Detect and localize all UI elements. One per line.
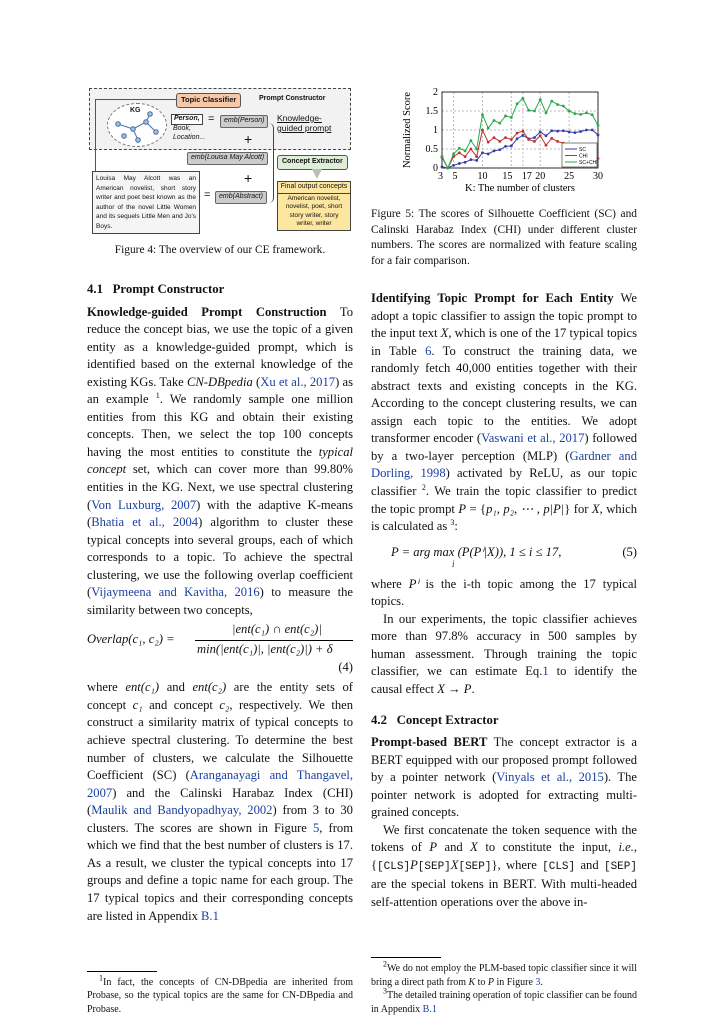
emphasis: typical concept bbox=[87, 444, 353, 477]
final-output-box bbox=[277, 181, 351, 231]
paragraph bbox=[371, 576, 637, 611]
footnote-1 bbox=[87, 973, 353, 1016]
text-run: We first concatenate the token sequence with the tokens of bbox=[371, 822, 637, 855]
data-point bbox=[516, 137, 519, 140]
citation-link[interactable]: Von Luxburg, 2007 bbox=[91, 497, 197, 512]
data-point bbox=[516, 102, 519, 105]
data-point bbox=[493, 150, 496, 153]
data-point bbox=[521, 130, 524, 133]
data-point bbox=[545, 144, 548, 147]
data-point bbox=[562, 129, 565, 132]
data-point bbox=[579, 130, 582, 133]
text-run: where bbox=[87, 680, 126, 695]
data-point bbox=[539, 98, 542, 101]
x-tick-label: 25 bbox=[564, 171, 575, 182]
data-point bbox=[441, 155, 444, 158]
footnote-marker: 1 bbox=[99, 973, 103, 983]
eq4-denominator: min(|ent(c₁)|, |ent(c₂)|) + δ bbox=[197, 642, 333, 657]
kg-graph bbox=[107, 103, 167, 147]
legend-label: SC bbox=[579, 147, 586, 153]
text-run: to constitute the input, bbox=[477, 840, 619, 855]
text-run: , from which we find that the best number of clusters is 17. As a result, we cluster the typical concepts into 17 groups and define a topic name for each group. The 17 typical topics and their corresponding concepts are listed in Appendix bbox=[87, 820, 353, 923]
data-point bbox=[533, 140, 536, 143]
right-footnotes bbox=[371, 949, 637, 1016]
equals-sign: = bbox=[204, 189, 211, 201]
citation-link[interactable]: Vinyals et al., 2015 bbox=[496, 770, 604, 785]
data-point bbox=[452, 164, 455, 167]
eq4-number: (4) bbox=[338, 660, 353, 675]
citation-link[interactable]: Maulik and Bandyopadhyay, 2002 bbox=[91, 803, 273, 818]
math: X bbox=[450, 857, 459, 872]
text-run: where bbox=[371, 576, 409, 591]
x-axis-label: K: The number of clusters bbox=[464, 183, 576, 194]
legend-label: CHI bbox=[579, 153, 588, 160]
data-point bbox=[464, 161, 467, 164]
kg-label: KG bbox=[130, 107, 141, 114]
data-point bbox=[469, 148, 472, 151]
data-point bbox=[458, 151, 461, 154]
math: K bbox=[468, 976, 476, 988]
data-point bbox=[545, 134, 548, 137]
footnote-2 bbox=[371, 962, 637, 989]
eq5-body: P = arg max (P(Pⁱ|X)), 1 ≤ i ≤ 17, bbox=[391, 544, 562, 559]
text-run: , which is calculated as bbox=[371, 501, 637, 534]
footnote-3 bbox=[371, 986, 637, 1016]
citation-link[interactable]: Vijaymeena and Kavitha, 2016 bbox=[91, 585, 260, 600]
y-tick-label: 0.5 bbox=[425, 144, 438, 155]
footnote-rule bbox=[87, 971, 157, 972]
data-point bbox=[510, 138, 513, 141]
right-column bbox=[371, 290, 637, 1016]
data-point bbox=[475, 155, 478, 158]
paragraph bbox=[371, 822, 637, 912]
data-point bbox=[550, 100, 553, 103]
math: X bbox=[591, 501, 600, 516]
data-point bbox=[591, 113, 594, 116]
text-run: and bbox=[575, 857, 604, 872]
data-point bbox=[475, 148, 478, 151]
text-run: ( bbox=[252, 374, 261, 389]
equation-5 bbox=[371, 536, 637, 576]
text-run: and bbox=[437, 840, 471, 855]
text-run: , { bbox=[371, 840, 637, 872]
special-token: [SEP] bbox=[458, 860, 492, 873]
left-footnotes bbox=[87, 963, 353, 1016]
y-tick-label: 2 bbox=[433, 87, 438, 98]
data-point bbox=[556, 130, 559, 133]
eq4-numerator: |ent(c₁) ∩ ent(c₂)| bbox=[232, 622, 322, 637]
data-point bbox=[527, 109, 530, 112]
text-run: } for bbox=[564, 501, 592, 516]
topic-others: Book, Location... bbox=[173, 125, 206, 141]
citation-link[interactable]: Vaswani et al., 2017 bbox=[481, 431, 585, 446]
text-run: : bbox=[454, 519, 458, 534]
eq5-subscript: i bbox=[452, 558, 455, 569]
data-point bbox=[556, 140, 559, 143]
data-point bbox=[539, 131, 542, 134]
data-point bbox=[498, 140, 501, 143]
emphasis: i.e. bbox=[618, 840, 634, 855]
final-output-concepts: American novelist, novelist, poet, short story writer, story writer, writer bbox=[285, 194, 343, 227]
equation-4 bbox=[87, 619, 353, 677]
data-point bbox=[521, 134, 524, 137]
run-in-heading: Knowledge-guided Prompt Construction bbox=[87, 304, 327, 319]
data-point bbox=[458, 162, 461, 165]
text-run: ) algorithm to cluster these typical concepts into several groups, each of which corresponds to a topic. To achieve the spectral clustering, we use the following overlap coefficient ( bbox=[87, 515, 353, 600]
abstract-text-box: Louisa May Alcott was an American novelist, short story writer and poet best known as the author of the novel Little Women and its sequels Little Men and Jo's Boys. bbox=[92, 171, 200, 234]
math: ent(c₂) bbox=[192, 680, 227, 695]
left-column bbox=[87, 281, 353, 1016]
text-run: In our experiments, the topic classifier achieves more than 97.8% accuracy in 500 samples by human assessment. Through training the topic classifier, we can estimate Eq. bbox=[371, 611, 637, 679]
data-point bbox=[498, 148, 501, 151]
math: X → P bbox=[437, 681, 472, 696]
x-tick-label: 17 bbox=[521, 171, 532, 182]
text-run: set, which can cover more than 99.80% entities in the KG. Next, we use spectral clustering ( bbox=[87, 462, 353, 512]
math: Pⁱ bbox=[408, 576, 419, 591]
text-run: ) from 3 to 30 clusters. The scores are shown in Figure bbox=[87, 803, 353, 835]
footnote-marker: 2 bbox=[383, 960, 387, 970]
emphasis: CN-DBpedia bbox=[186, 374, 253, 389]
section-heading-4-2: 4.2 Concept Extractor bbox=[371, 713, 499, 728]
paragraph bbox=[371, 734, 637, 822]
y-tick-label: 1.5 bbox=[425, 106, 438, 117]
special-token: [SEP] bbox=[603, 860, 637, 873]
text-run: in Figure bbox=[494, 976, 536, 988]
text-run: ). The pointer network is adopted for extracting multi-grained concepts. bbox=[371, 770, 637, 820]
math: X bbox=[470, 840, 478, 855]
x-tick-label: 3 bbox=[438, 171, 443, 182]
data-point bbox=[550, 129, 553, 132]
eq5-number: (5) bbox=[622, 544, 637, 559]
citation-link[interactable]: 6 bbox=[425, 343, 432, 358]
x-tick-label: 15 bbox=[502, 171, 513, 182]
data-point bbox=[568, 131, 571, 134]
knowledge-guided-prompt-label: Knowledge-guided prompt bbox=[277, 113, 332, 133]
plus-sign: + bbox=[244, 131, 253, 147]
text-run: The concept extractor is a BERT equipped with our proposed prompt followed by a pointer network ( bbox=[371, 735, 637, 785]
data-point bbox=[585, 129, 588, 132]
text-run: ) as an example bbox=[87, 374, 354, 407]
citation-link[interactable]: B.1 bbox=[422, 1003, 437, 1015]
special-token: [CLS] bbox=[542, 860, 576, 873]
math: X bbox=[440, 326, 449, 341]
data-point bbox=[510, 145, 513, 148]
data-point bbox=[562, 105, 565, 108]
footnote-rule bbox=[371, 957, 441, 958]
final-output-title: Final output concepts bbox=[278, 182, 350, 194]
data-point bbox=[464, 155, 467, 158]
text-run: We do not employ the PLM-based topic classifier since it will bring a direct path from bbox=[371, 963, 637, 988]
data-point bbox=[521, 97, 524, 100]
data-point bbox=[597, 124, 600, 127]
emb-entity-box: emb(Louisa May Alcott) bbox=[187, 152, 268, 165]
text-run: are the special tokens in BERT. With multi-headed self-attention operations over the above in- bbox=[371, 877, 637, 909]
data-point bbox=[441, 165, 444, 168]
data-point bbox=[585, 112, 588, 115]
text-run: , which is one of the 17 typical topics in Table bbox=[371, 326, 637, 358]
data-point bbox=[487, 127, 490, 130]
math: ent(c₁) bbox=[125, 680, 160, 695]
text-run: . bbox=[471, 681, 475, 696]
text-run: ) and the Calinski Harabaz Index (CHI) ( bbox=[87, 785, 353, 818]
data-point bbox=[475, 159, 478, 162]
text-run: ) to measure the similarity between two concepts, bbox=[87, 585, 353, 617]
run-in-heading: Prompt-based BERT bbox=[371, 735, 488, 750]
legend-label: SC+CHI bbox=[579, 160, 598, 166]
math: c₁ bbox=[132, 697, 143, 712]
topic-classifier-box: Topic Classifier bbox=[176, 93, 241, 108]
data-point bbox=[481, 129, 484, 132]
equals-sign: = bbox=[208, 113, 215, 125]
citation-link[interactable]: 5 bbox=[312, 820, 320, 835]
citation-link[interactable]: 3 bbox=[535, 976, 541, 988]
text-run: The detailed training operation of topic classifier can be found in Appendix bbox=[371, 990, 637, 1015]
data-point bbox=[568, 110, 571, 113]
math: P bbox=[458, 501, 467, 516]
text-run: . We train the topic classifier to predict the topic prompt bbox=[371, 484, 637, 516]
data-point bbox=[493, 136, 496, 139]
emb-person-box: emb(Person) bbox=[220, 115, 268, 128]
text-run: and bbox=[159, 680, 193, 695]
math: p₁, p₂, ⋯ , p|P| bbox=[486, 501, 565, 516]
text-run: = { bbox=[466, 501, 487, 516]
figure-5-caption: Figure 5: The scores of Silhouette Coefficient (SC) and Calinski Harabaz Index (CHI) under different cluster numbers. The scores are normalized with feature scaling for a fair comparison. bbox=[371, 208, 637, 267]
concept-extractor-box: Concept Extractor bbox=[277, 155, 348, 170]
text-run: We adopt a topic classifier to assign the topic prompt to the input text bbox=[371, 291, 638, 341]
citation-link[interactable]: Xu et al., 2017 bbox=[260, 374, 336, 389]
data-point bbox=[487, 141, 490, 144]
x-tick-label: 30 bbox=[593, 171, 603, 182]
text-run: ) followed by a two-layer perception (MLP) ( bbox=[371, 431, 638, 463]
section-heading-4-1: 4.1 Prompt Constructor bbox=[87, 282, 225, 296]
data-point bbox=[545, 112, 548, 115]
footnote-marker: 3 bbox=[383, 986, 387, 996]
text-run: In fact, the concepts of CN-DBpedia are inherited from Probase, so the typical topics are the same for CN-DBpedia and Probase. bbox=[87, 976, 353, 1015]
x-tick-label: 5 bbox=[452, 171, 458, 182]
footnote-marker: 2 bbox=[421, 482, 426, 492]
math: P bbox=[410, 857, 418, 872]
text-run: are the entity sets of concept bbox=[87, 680, 353, 712]
data-point bbox=[458, 147, 461, 150]
text-run: . We randomly sample one million entities from this KG and obtain their existing concepts. Then, we select the top 100 concepts having the most entities to constitute the bbox=[87, 392, 353, 459]
math: c₂ bbox=[219, 697, 230, 712]
data-point bbox=[469, 139, 472, 142]
data-point bbox=[556, 103, 559, 106]
y-tick-label: 0 bbox=[433, 163, 438, 174]
data-point bbox=[469, 158, 472, 161]
text-run: is the i-th topic among the 17 typical topics. bbox=[371, 576, 637, 609]
data-point bbox=[539, 134, 542, 137]
paragraph bbox=[87, 679, 353, 925]
paragraph bbox=[371, 611, 637, 699]
data-point bbox=[504, 136, 507, 139]
citation-link[interactable]: Gardner and Dorling, 1998 bbox=[371, 448, 637, 481]
figure-4-diagram bbox=[87, 85, 357, 240]
run-in-heading: Identifying Topic Prompt for Each Entity bbox=[371, 291, 614, 305]
citation-link[interactable]: Aranganayagi and Thangavel, 2007 bbox=[87, 768, 354, 800]
data-point bbox=[550, 137, 553, 140]
data-point bbox=[597, 134, 600, 137]
plus-sign: + bbox=[244, 170, 253, 186]
paragraph bbox=[371, 290, 637, 536]
text-run: ) activated by ReLU, as our topic classifier bbox=[371, 466, 637, 499]
figure-5-chart bbox=[390, 82, 620, 197]
footnote-marker: 3 bbox=[450, 517, 455, 527]
data-point bbox=[464, 150, 467, 153]
x-tick-label: 10 bbox=[477, 171, 488, 182]
data-point bbox=[498, 122, 501, 125]
data-point bbox=[573, 131, 576, 134]
data-point bbox=[446, 167, 449, 170]
data-point bbox=[533, 110, 536, 113]
citation-link[interactable]: 1 bbox=[542, 664, 549, 679]
bracket bbox=[269, 123, 274, 203]
text-run: , respectively. We then construct a similarity matrix of typical concepts to achieve spectral clustering. To determine the best number of clusters, we calculate the Silhouette Coefficient (SC) ( bbox=[87, 697, 354, 783]
data-point bbox=[533, 136, 536, 139]
prompt-constructor-label: Prompt Constructor bbox=[259, 95, 326, 102]
data-point bbox=[481, 113, 484, 116]
text-run: . To construct the training data, we randomly fetch 40,000 entities together with their abstract texts and existing concepts in the KG. According to the concept clustering results, we can assign each topic to the entities. We adopt transformer encoder ( bbox=[371, 343, 638, 446]
y-axis-label: Normalized Score bbox=[402, 91, 413, 169]
data-point bbox=[504, 145, 507, 148]
x-tick-label: 20 bbox=[535, 171, 546, 182]
paragraph bbox=[87, 304, 353, 620]
data-point bbox=[452, 153, 455, 156]
topic-person: Person, bbox=[171, 114, 203, 125]
citation-link[interactable]: B.1 bbox=[201, 908, 219, 923]
data-point bbox=[481, 151, 484, 154]
text-run: and concept bbox=[142, 697, 220, 712]
down-arrow-icon bbox=[312, 169, 322, 179]
data-point bbox=[573, 112, 576, 115]
text-run: ) with the adaptive K-means ( bbox=[87, 497, 353, 530]
math: P bbox=[429, 840, 438, 855]
citation-link[interactable]: Bhatia et al., 2004 bbox=[91, 515, 199, 530]
emb-abstract-box: emb(Abstract) bbox=[215, 191, 267, 204]
data-point bbox=[487, 153, 490, 156]
data-point bbox=[579, 113, 582, 116]
data-point bbox=[516, 132, 519, 135]
text-run: To reduce the concept bias, we use the topic of a given entity as a knowledge-guided prompt, which is identified based on the external knowledge of the existing KGs. Take bbox=[87, 304, 353, 389]
figure-4-caption: Figure 4: The overview of our CE framework. bbox=[114, 244, 326, 256]
eq4-lhs: Overlap(c₁, c₂) = bbox=[87, 632, 175, 647]
math: P bbox=[487, 976, 495, 988]
data-point bbox=[493, 119, 496, 122]
text-run: }, where bbox=[491, 857, 543, 872]
y-tick-label: 1 bbox=[433, 125, 438, 136]
text-run: to bbox=[475, 976, 488, 988]
data-point bbox=[504, 115, 507, 118]
footnote-marker: 1 bbox=[155, 391, 160, 401]
special-token: [CLS] bbox=[377, 860, 411, 873]
special-token: [SEP] bbox=[417, 860, 451, 873]
data-point bbox=[527, 138, 530, 141]
data-point bbox=[591, 129, 594, 132]
data-point bbox=[510, 116, 513, 119]
text-run: . bbox=[540, 976, 543, 988]
text-run: to identify the causal effect bbox=[371, 664, 637, 696]
